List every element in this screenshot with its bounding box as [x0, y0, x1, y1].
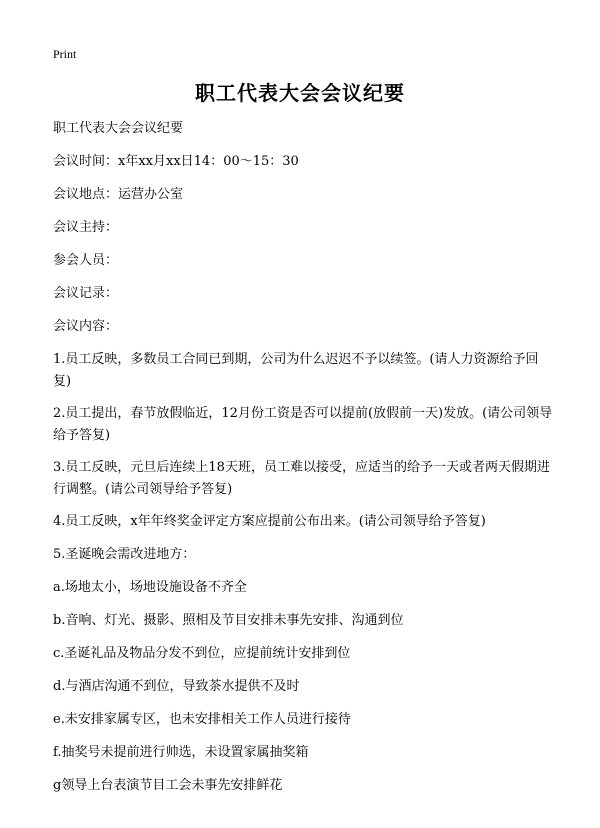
content-item-4: 4.员工反映，x年年终奖金评定方案应提前公布出来。(请公司领导给予答复): [53, 514, 486, 529]
meeting-recorder: 会议记录：: [53, 286, 119, 301]
sub-item-g: g领导上台表演节目工会未事先安排鲜花: [53, 778, 283, 793]
meeting-attendees: 参会人员：: [53, 253, 119, 268]
meeting-host: 会议主持：: [53, 220, 119, 235]
sub-item-a: a.场地太小，场地设施设备不齐全: [53, 580, 247, 595]
sub-item-b: b.音响、灯光、摄影、照相及节目安排未事先安排、沟通到位: [53, 613, 404, 628]
sub-item-c: c.圣诞礼品及物品分发不到位，应提前统计安排到位: [53, 646, 351, 661]
meeting-location: 会议地点：运营办公室: [53, 187, 184, 202]
subtitle-line: 职工代表大会会议纪要: [53, 121, 184, 136]
print-link[interactable]: Print: [53, 47, 77, 61]
content-item-1: 1.员工反映，多数员工合同已到期，公司为什么迟迟不予以续签。(请人力资源给予回复): [53, 352, 539, 389]
document-title: 职工代表大会会议纪要: [195, 81, 405, 105]
meeting-time: 会议时间：x年xx月xx日14：00～15：30: [53, 154, 299, 169]
content-item-5: 5.圣诞晚会需改进地方：: [53, 547, 196, 562]
document-body: [53, 118, 553, 808]
sub-item-e: e.未安排家属专区，也未安排相关工作人员进行接待: [53, 712, 351, 727]
content-item-3: 3.员工反映，元旦后连续上18天班，员工难以接受，应适当的给予一天或者两天假期进行调整。(请公司领导给予答复): [53, 460, 550, 497]
content-item-2: 2.员工提出，春节放假临近，12月份工资是否可以提前(放假前一天)发放。(请公司领导给予答复): [53, 406, 553, 443]
sub-item-d: d.与酒店沟通不到位，导致茶水提供不及时: [53, 679, 300, 694]
sub-item-f: f.抽奖号未提前进行帅选，未设置家属抽奖箱: [53, 745, 309, 760]
meeting-content-heading: 会议内容：: [53, 319, 119, 334]
